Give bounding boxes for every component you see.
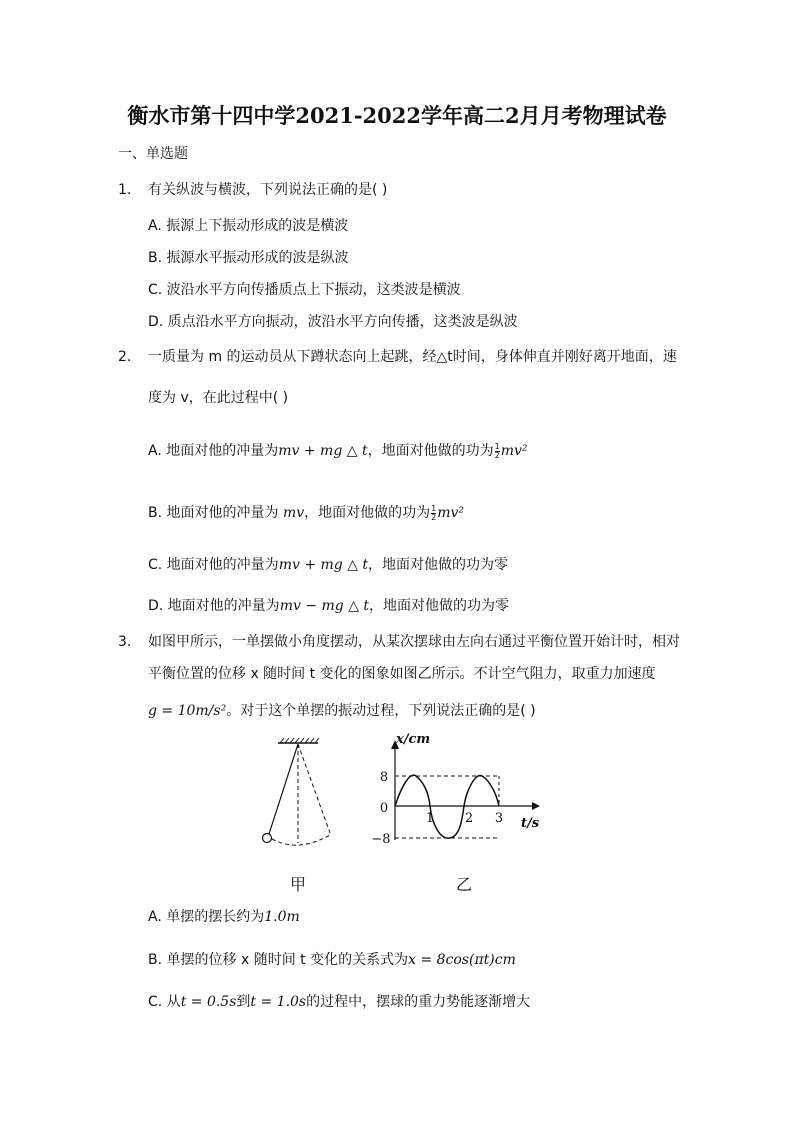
xt-graph-figure xyxy=(360,730,560,895)
q3-number: 3. xyxy=(118,634,132,650)
y-axis-label: x/cm xyxy=(396,732,431,747)
figure-label-jia: 甲 xyxy=(289,875,307,894)
swing-arc xyxy=(272,835,330,845)
q2-d-impulse-expr: mv − mg △ t xyxy=(279,598,370,614)
q1-number: 1. xyxy=(118,182,132,198)
gravity-expr: g = 10m/s² xyxy=(148,703,227,719)
q3-option-a: A. 单摆的摆长约为1.0m xyxy=(148,909,300,925)
right-extreme-line xyxy=(298,744,330,833)
pendulum-string xyxy=(269,744,298,834)
q1-stem: 有关纵波与横波，下列说法正确的是( ) xyxy=(148,182,388,198)
q2-a-impulse-expr: mv + mg △ t xyxy=(278,443,368,459)
q3-c-time-end: t = 1.0s xyxy=(250,994,307,1010)
displacement-curve xyxy=(395,775,499,838)
q3-stem-line3: g = 10m/s²。对于这个单摆的振动过程，下列说法正确的是( ) xyxy=(148,703,536,719)
q3-stem-line2: 平衡位置的位移 x 随时间 t 变化的图象如图乙所示。不计空气阻力，取重力加速度 xyxy=(148,666,656,682)
q1-option-b: B. 振源水平振动形成的波是纵波 xyxy=(148,250,349,266)
q2-c-impulse-expr: mv + mg △ t xyxy=(278,557,369,573)
y-tick-0: 0 xyxy=(379,801,389,816)
q2-stem-line2: 度为 v，在此过程中( ) xyxy=(148,390,289,406)
exam-title: 衡水市第十四中学2021-2022学年高二2月月考物理试卷 xyxy=(127,103,667,128)
q3-a-length-expr: 1.0m xyxy=(264,909,300,925)
q1-option-c: C. 波沿水平方向传播质点上下振动，这类波是横波 xyxy=(148,282,461,298)
q2-stem-line1: 一质量为 m 的运动员从下蹲状态向上起跳，经△t时间，身体伸直并刚好离开地面，速 xyxy=(148,349,677,365)
q2-b-work-expr: mv² xyxy=(437,505,465,521)
q3-option-b: B. 单摆的位移 x 随时间 t 变化的关系式为x = 8cos(πt)cm xyxy=(148,952,516,968)
y-tick-minus-8: −8 xyxy=(371,832,391,847)
q3-stem-line1: 如图甲所示，一单摆做小角度摆动，从某次摆球由左向右通过平衡位置开始计时，相对 xyxy=(148,634,680,650)
x-axis-arrow xyxy=(532,802,540,810)
q2-a-work-expr: mv² xyxy=(500,443,528,459)
q2-option-b: B. 地面对他的冲量为 mv，地面对他做的功为 $\frac{1}{2}$ mv² xyxy=(148,503,465,522)
q1-option-d: D. 质点沿水平方向振动，波沿水平方向传播，这类波是纵波 xyxy=(148,314,518,330)
q2-option-d: D. 地面对他的冲量为mv − mg △ t，地面对他做的功为零 xyxy=(148,598,510,614)
q3-option-c: C. 从t = 0.5s到t = 1.0s的过程中，摆球的重力势能逐渐增大 xyxy=(148,994,531,1010)
q2-option-a: A. 地面对他的冲量为mv + mg △ t，地面对他做的功为 $\frac{1}{2}$ mv² xyxy=(148,441,528,460)
half-fraction: $\frac{1}{2}$ xyxy=(431,503,437,522)
y-tick-8: 8 xyxy=(379,770,389,785)
figure-label-yi: 乙 xyxy=(455,875,473,894)
section-heading: 一、单选题 xyxy=(118,146,188,162)
q2-option-c: C. 地面对他的冲量为mv + mg △ t，地面对他做的功为零 xyxy=(148,557,509,573)
q2-number: 2. xyxy=(118,349,132,365)
x-tick-1: 1 xyxy=(425,811,435,826)
q3-b-equation: x = 8cos(πt)cm xyxy=(408,952,516,968)
pendulum-bob xyxy=(263,834,272,843)
pendulum-figure xyxy=(250,735,350,895)
q2-b-impulse-expr: mv xyxy=(282,505,305,521)
x-axis-label: t/s xyxy=(521,816,540,831)
half-fraction: $\frac{1}{2}$ xyxy=(494,441,500,460)
x-tick-2: 2 xyxy=(464,811,474,826)
q3-c-time-start: t = 0.5s xyxy=(180,994,237,1010)
q1-option-a: A. 振源上下振动形成的波是横波 xyxy=(148,218,349,234)
x-tick-3: 3 xyxy=(494,811,504,826)
